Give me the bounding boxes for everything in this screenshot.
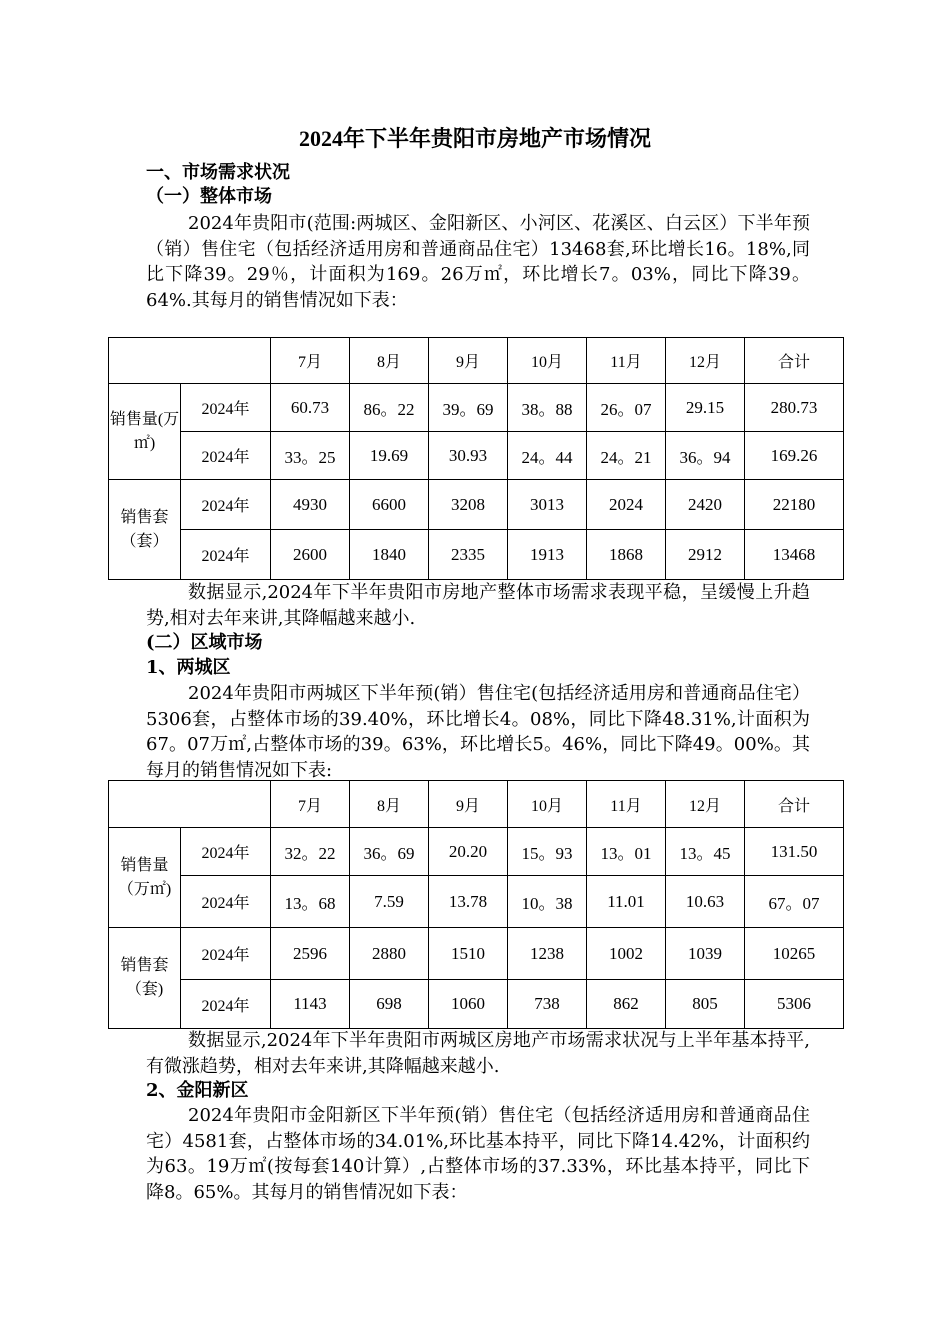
jinyang-paragraph: 2024年贵阳市金阳新区下半年预(销）售住宅（包括经济适用房和普通商品住宅）4581套，占整体市场的34.01%,环比基本持平，同比下降14.42%，计面积约为63。19万㎡(按每套140计算）,占整体市场的37.33%，环比基本持平，同比下降8。65%。其每月的销售情况如下表：: [146, 1105, 810, 1203]
page-title: 2024年下半年贵阳市房地产市场情况: [298, 126, 651, 151]
row-year-label: 2024年: [181, 928, 271, 980]
column-header: 10月: [508, 338, 587, 384]
table-cell: 15。93: [508, 828, 587, 876]
table-cell: 38。88: [508, 384, 587, 432]
table-cell: 2420: [666, 480, 745, 530]
table-header-row: [109, 338, 844, 384]
column-header: 9月: [429, 781, 508, 828]
district-heading-two-cities: 1、两城区: [146, 657, 231, 678]
column-header: 11月: [587, 338, 666, 384]
column-header: 9月: [429, 338, 508, 384]
table-cell: 1060: [429, 980, 508, 1029]
table-cell: 20.20: [429, 828, 508, 876]
table-cell: 698: [350, 980, 429, 1029]
table-cell: 24。44: [508, 432, 587, 480]
table-cell: 862: [587, 980, 666, 1029]
table-cell: 2912: [666, 530, 745, 580]
table-cell: 24。21: [587, 432, 666, 480]
two-cities-analysis-paragraph: 数据显示,2024年下半年贵阳市两城区房地产市场需求状况与上半年基本持平,有微涨趋势，相对去年来讲,其降幅越来越小.: [146, 1030, 810, 1077]
overall-analysis-paragraph: 数据显示,2024年下半年贵阳市房地产整体市场需求表现平稳，呈缓慢上升趋势,相对去年来讲,其降幅越来越小.: [146, 582, 810, 629]
table-cell: 2335: [429, 530, 508, 580]
row-year-label: 2024年: [181, 828, 271, 876]
column-header: 8月: [350, 781, 429, 828]
table-row: [109, 480, 844, 530]
table-cell: 3208: [429, 480, 508, 530]
table-cell: 10.63: [666, 876, 745, 928]
table-cell: 4930: [271, 480, 350, 530]
table-cell: 738: [508, 980, 587, 1029]
row-year-label: 2024年: [181, 876, 271, 928]
table-cell: 10265: [745, 928, 844, 980]
table-cell: 10。38: [508, 876, 587, 928]
column-header: 12月: [666, 781, 745, 828]
column-header: 合计: [745, 338, 844, 384]
overall-sales-table: [108, 337, 844, 580]
row-year-label: 2024年: [181, 432, 271, 480]
table-row: [109, 384, 844, 432]
column-header: 10月: [508, 781, 587, 828]
subsection-heading-overall-market: （一）整体市场: [146, 186, 272, 207]
table-cell: 7.59: [350, 876, 429, 928]
table-cell: 169.26: [745, 432, 844, 480]
column-header: 7月: [271, 338, 350, 384]
table-row: [109, 876, 844, 928]
table-cell: 13。01: [587, 828, 666, 876]
table-row: [109, 828, 844, 876]
column-header: 7月: [271, 781, 350, 828]
row-year-label: 2024年: [181, 480, 271, 530]
row-group-label: 销售量(万㎡): [109, 384, 181, 480]
table-cell: 13。68: [271, 876, 350, 928]
table-cell: 11.01: [587, 876, 666, 928]
table-cell: 13。45: [666, 828, 745, 876]
table-cell: 1039: [666, 928, 745, 980]
table-cell: 36。94: [666, 432, 745, 480]
row-group-label: 销售量（万㎡): [109, 828, 181, 928]
table-cell: 2880: [350, 928, 429, 980]
column-header: 8月: [350, 338, 429, 384]
table-cell: 1238: [508, 928, 587, 980]
table-cell: 131.50: [745, 828, 844, 876]
table-cell: 19.69: [350, 432, 429, 480]
table-cell: 805: [666, 980, 745, 1029]
overall-market-paragraph: 2024年贵阳市(范围:两城区、金阳新区、小河区、花溪区、白云区）下半年预（销）售住宅（包括经济适用房和普通商品住宅）13468套,环比增长16。18%,同比下降39。29％，计面积为169。26万㎡，环比增长7。03%，同比下降39。64%.其每月的销售情况如下表：: [146, 213, 810, 311]
table-cell: 280.73: [745, 384, 844, 432]
table-cell: 1840: [350, 530, 429, 580]
table-cell: 13.78: [429, 876, 508, 928]
table-row: [109, 530, 844, 580]
table-cell: 1913: [508, 530, 587, 580]
table-cell: 5306: [745, 980, 844, 1029]
table-cell: 39。69: [429, 384, 508, 432]
row-group-label: 销售套（套）: [109, 480, 181, 580]
subsection-heading-regional-market: (二）区域市场: [146, 632, 263, 653]
table-cell: 3013: [508, 480, 587, 530]
column-header: 12月: [666, 338, 745, 384]
column-header: 合计: [745, 781, 844, 828]
table-cell: 22180: [745, 480, 844, 530]
table-cell: 86。22: [350, 384, 429, 432]
section-heading-market-demand: 一、市场需求状况: [146, 162, 290, 183]
table-cell: 1510: [429, 928, 508, 980]
row-group-label: 销售套（套): [109, 928, 181, 1029]
column-header: 11月: [587, 781, 666, 828]
table-cell: 1868: [587, 530, 666, 580]
row-year-label: 2024年: [181, 980, 271, 1029]
table-corner-cell: [109, 781, 271, 828]
two-cities-paragraph: 2024年贵阳市两城区下半年预(销）售住宅(包括经济适用房和普通商品住宅）5306套，占整体市场的39.40%，环比增长4。08%，同比下降48.31%,计面积为67。07万㎡,占整体市场的39。63%，环比增长5。46%，同比下降49。00%。其每月的销售情况如下表:: [146, 683, 810, 781]
table-cell: 1002: [587, 928, 666, 980]
table-cell: 67。07: [745, 876, 844, 928]
table-cell: 33。25: [271, 432, 350, 480]
table-cell: 13468: [745, 530, 844, 580]
table-row: [109, 432, 844, 480]
table-row: [109, 980, 844, 1029]
table-cell: 60.73: [271, 384, 350, 432]
table-cell: 30.93: [429, 432, 508, 480]
table-cell: 36。69: [350, 828, 429, 876]
table-row: [109, 928, 844, 980]
table-cell: 2596: [271, 928, 350, 980]
table-cell: 32。22: [271, 828, 350, 876]
table-corner-cell: [109, 338, 271, 384]
row-year-label: 2024年: [181, 384, 271, 432]
table-cell: 1143: [271, 980, 350, 1029]
table-cell: 26。07: [587, 384, 666, 432]
row-year-label: 2024年: [181, 530, 271, 580]
table-cell: 29.15: [666, 384, 745, 432]
district-heading-jinyang: 2、金阳新区: [146, 1080, 249, 1101]
table-cell: 2600: [271, 530, 350, 580]
two-cities-sales-table: [108, 780, 844, 1029]
table-header-row: [109, 781, 844, 828]
table-cell: 2024: [587, 480, 666, 530]
table-cell: 6600: [350, 480, 429, 530]
